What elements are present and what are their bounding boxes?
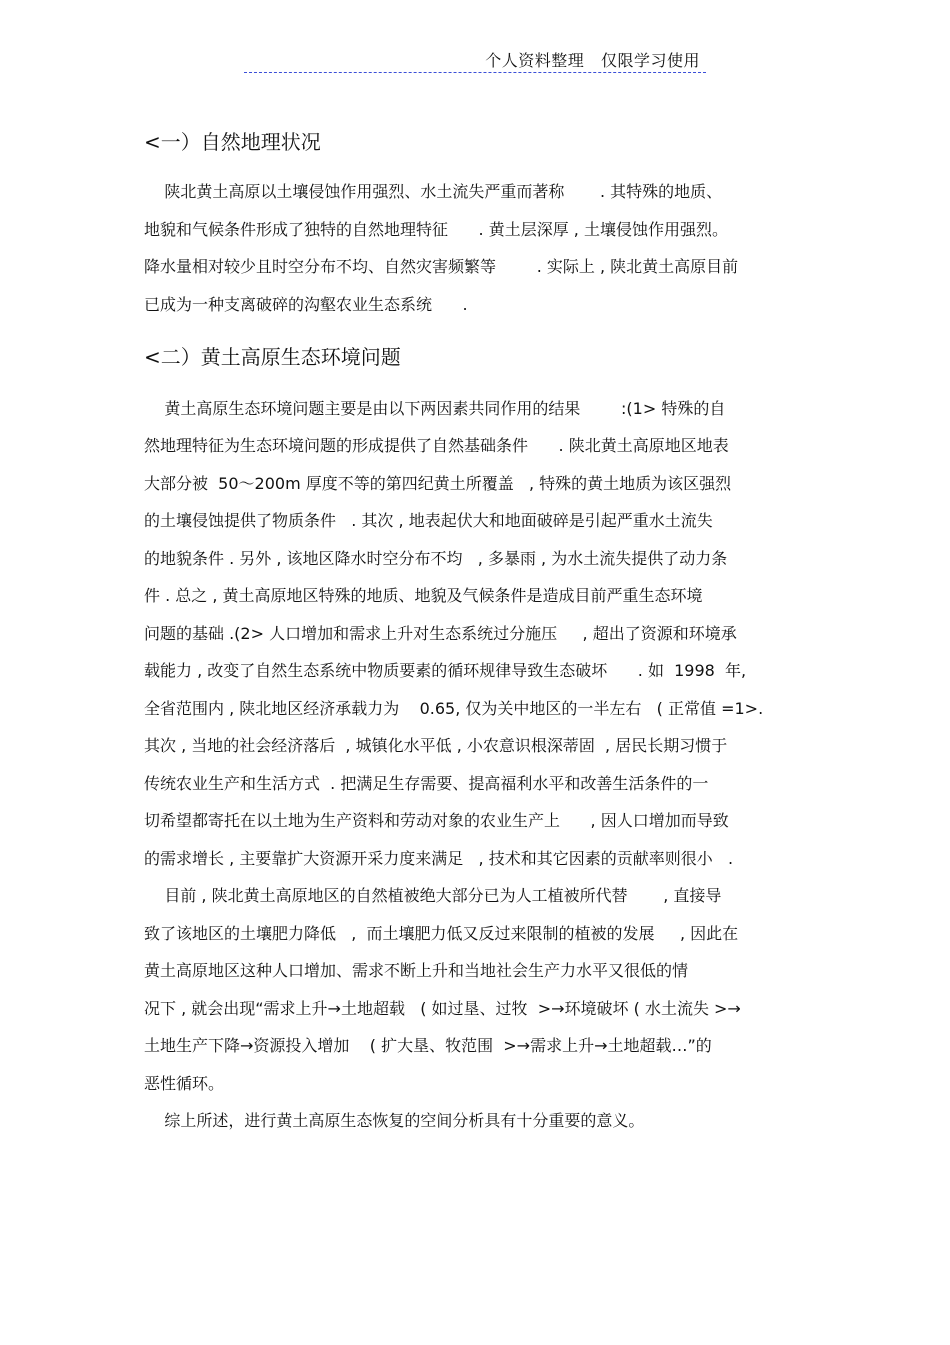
section-2-line: 黄土高原地区这种人口增加、需求不断上升和当地社会生产力水平又很低的情 [144,961,689,980]
section-2-line: 致了该地区的土壤肥力降低 , 而土壤肥力低又反过来限制的植被的发展 , 因此在 [144,924,739,943]
section-2-line: 土地生产下降→资源投入增加 ( 扩大垦、牧范围 >→需求上升→土地超载…”的 [144,1036,712,1055]
section-1-heading: <一）自然地理状况 [144,130,321,154]
section-1-line: 已成为一种支离破碎的沟壑农业生态系统 . [144,295,468,314]
section-2-line: 的地貌条件 . 另外 , 该地区降水时空分布不均 , 多暴雨 , 为水土流失提供了动力条 [144,549,728,568]
section-1-line: 陕北黄土高原以土壤侵蚀作用强烈、水土流失严重而著称 . 其特殊的地质、 [144,182,723,201]
section-2-line: 目前 , 陕北黄土高原地区的自然植被绝大部分已为人工植被所代替 , 直接导 [144,886,722,905]
section-2-line: 全省范围内 , 陕北地区经济承载力为 0.65, 仅为关中地区的一半左右 ( 正常值 =1>. [144,699,764,718]
section-2-heading: <二）黄土高原生态环境问题 [144,345,401,369]
header-text: 个人资料整理 仅限学习使用 [485,51,700,70]
section-2-line: 综上所述，进行黄土高原生态恢复的空间分析具有十分重要的意义。 [144,1111,645,1130]
section-2-line: 恶性循环。 [144,1074,225,1093]
section-2-line: 传统农业生产和生活方式 . 把满足生存需要、提高福利水平和改善生活条件的一 [144,774,709,793]
section-2-line: 的土壤侵蚀提供了物质条件 . 其次 , 地表起伏大和地面破碎是引起严重水土流失 [144,511,713,530]
section-2-line: 件 . 总之 , 黄土高原地区特殊的地质、地貌及气候条件是造成目前严重生态环境 [144,586,703,605]
section-2-line: 载能力 , 改变了自然生态系统中物质要素的循环规律导致生态破坏 . 如 1998 年, [144,661,747,680]
section-2-line: 的需求增长 , 主要靠扩大资源开采力度来满足 , 技术和其它因素的贡献率则很小 . [144,849,734,868]
section-1-line: 降水量相对较少且时空分布不均、自然灾害频繁等 . 实际上 , 陕北黄土高原目前 [144,257,739,276]
page-header [244,46,706,73]
section-1-line: 地貌和气候条件形成了独特的自然地理特征 . 黄土层深厚 , 土壤侵蚀作用强烈。 [144,220,728,239]
section-2-line: 黄土高原生态环境问题主要是由以下两因素共同作用的结果 :(1> 特殊的自 [144,399,726,418]
section-2-line: 切希望都寄托在以土地为生产资料和劳动对象的农业生产上 , 因人口增加而导致 [144,811,729,830]
section-2-line: 其次 , 当地的社会经济落后 , 城镇化水平低 , 小农意识根深蒂固 , 居民长期习惯于 [144,736,728,755]
section-2-line: 问题的基础 .(2> 人口增加和需求上升对生态系统过分施压 , 超出了资源和环境承 [144,624,737,643]
section-2-line: 况下 , 就会出现“需求上升→土地超载 ( 如过垦、过牧 >→环境破坏 ( 水土流失 >→ [144,999,741,1018]
section-2-line: 然地理特征为生态环境问题的形成提供了自然基础条件 . 陕北黄土高原地区地表 [144,436,729,455]
section-2-line: 大部分被 50～200m 厚度不等的第四纪黄土所覆盖 , 特殊的黄土地质为该区强烈 [144,474,732,493]
